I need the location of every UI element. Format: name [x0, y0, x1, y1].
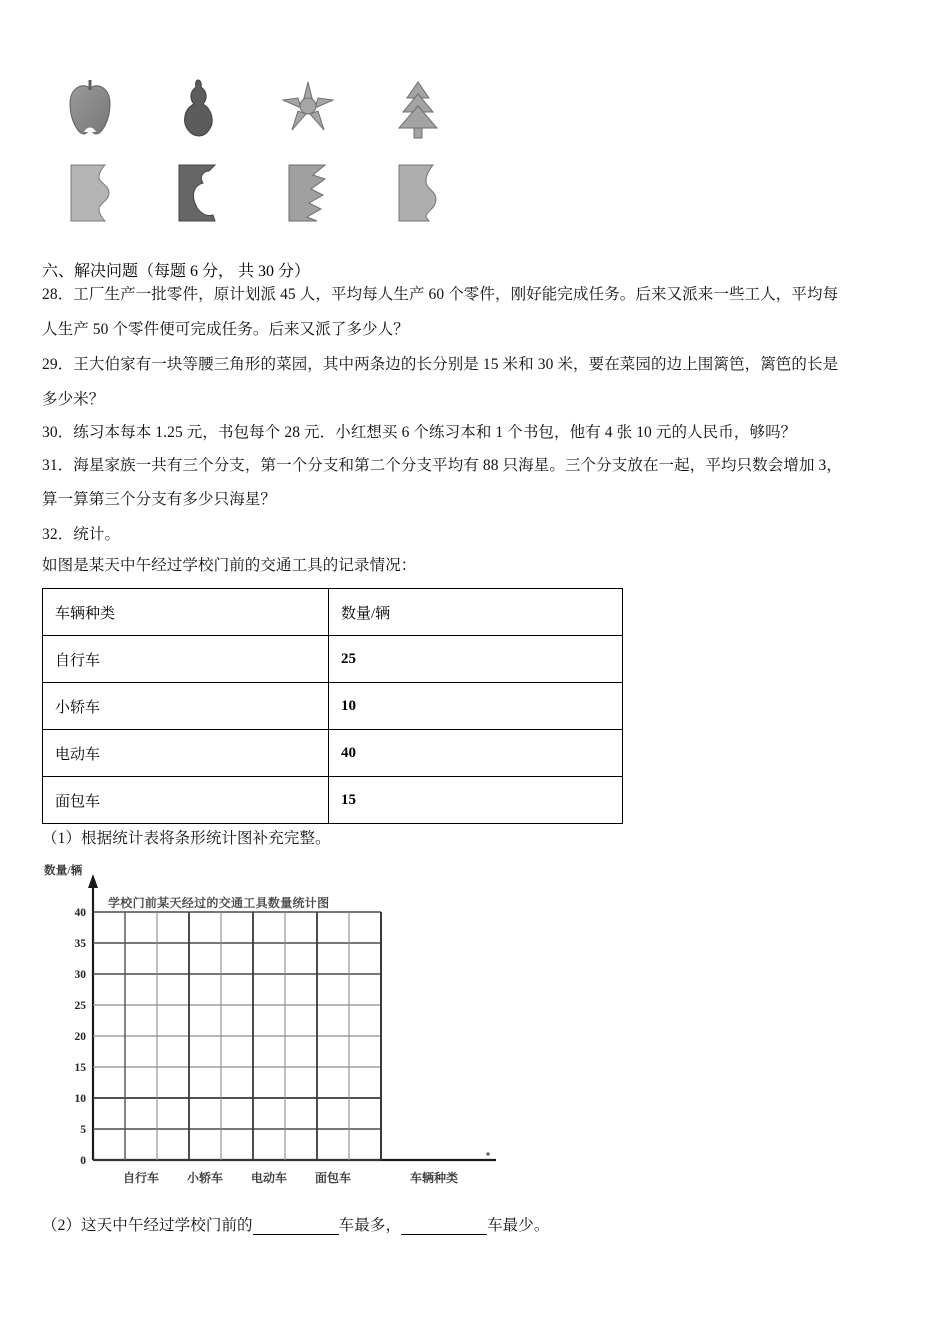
shape-row-whole — [45, 78, 465, 150]
table-cell-vehicle-type: 电动车 — [43, 730, 329, 777]
vehicle-count-table — [42, 588, 623, 824]
x-cat-2: 电动车 — [250, 1171, 288, 1185]
answer-blank-least[interactable] — [401, 1218, 487, 1235]
shape-figure-group — [45, 78, 465, 238]
table-row — [43, 777, 623, 824]
question-31-line-1: 31．海星家族一共有三个分支，第一个分支和第二个分支平均有 88 只海星。三个分支放在一起，平均只数会增加 3， — [42, 457, 842, 474]
flower-shape-icon — [273, 78, 343, 150]
sub2-text-b: 车最多， — [338, 1217, 402, 1234]
chart-y-tick-labels — [75, 907, 87, 1167]
sub2-text-c: 车最少。 — [487, 1217, 550, 1234]
table-cell-count: 25 — [329, 636, 623, 683]
tree-half-cutout-icon — [383, 163, 453, 235]
question-28-line-1: 28．工厂生产一批零件，原计划派 45 人，平均每人生产 60 个零件，刚好能完成任务。后来又派来一些工人，平均每 — [42, 286, 839, 303]
table-cell-count: 40 — [329, 730, 623, 777]
section-heading: 六、解决问题（每题 6 分， 共 30 分） — [42, 263, 311, 280]
sub-question-2 — [42, 1218, 549, 1235]
question-32-lead-in: 如图是某天中午经过学校门前的交通工具的记录情况： — [42, 557, 417, 574]
x-cat-1: 小轿车 — [186, 1171, 224, 1185]
y-tick-40: 40 — [74, 907, 86, 919]
table-row — [43, 730, 623, 777]
bar-chart-blank-grid — [36, 862, 506, 1202]
pine-tree-shape-icon — [383, 78, 453, 150]
table-cell-vehicle-type: 自行车 — [43, 636, 329, 683]
question-28-line-2: 人生产 50 个零件便可完成任务。后来又派了多少人？ — [42, 321, 409, 338]
table-cell-vehicle-type: 面包车 — [43, 777, 329, 824]
table-cell-count: 10 — [329, 683, 623, 730]
y-axis-arrow — [88, 874, 98, 888]
y-tick-10: 10 — [74, 1093, 86, 1105]
table-cell-count: 15 — [329, 777, 623, 824]
x-axis-arrow-dot — [486, 1152, 489, 1155]
question-30: 30．练习本每本 1.25 元，书包每个 28 元．小红想买 6 个练习本和 1 个书包，他有 4 张 10 元的人民币，够吗？ — [42, 424, 797, 441]
y-tick-25: 25 — [74, 1000, 86, 1012]
chart-y-axis-label: 数量/辆 — [44, 865, 83, 877]
y-tick-0: 0 — [80, 1155, 86, 1167]
chart-title: 学校门前某天经过的交通工具数量统计图 — [108, 896, 330, 910]
flower-half-cutout-icon — [273, 163, 343, 235]
chart-x-axis-label: 车辆种类 — [409, 1171, 459, 1185]
y-tick-15: 15 — [74, 1062, 86, 1074]
table-row — [43, 636, 623, 683]
sub-question-1: （1）根据统计表将条形统计图补充完整。 — [42, 830, 331, 847]
answer-blank-most[interactable] — [253, 1218, 339, 1235]
gourd-half-cutout-icon — [163, 163, 233, 235]
table-header-count: 数量/辆 — [329, 589, 623, 636]
x-cat-3: 面包车 — [314, 1171, 352, 1185]
table-row — [43, 683, 623, 730]
y-tick-5: 5 — [80, 1124, 86, 1136]
question-31-line-2: 算一算第三个分支有多少只海星？ — [42, 491, 277, 508]
gourd-shape-icon — [163, 78, 233, 150]
chart-x-category-labels — [123, 1170, 458, 1185]
sub2-text-a: （2）这天中午经过学校门前的 — [42, 1217, 253, 1234]
question-29-line-1: 29．王大伯家有一块等腰三角形的菜园，其中两条边的长分别是 15 米和 30 米，要在菜园的边上围篱笆，篱笆的长是 — [42, 356, 839, 373]
question-29-line-2: 多少米？ — [42, 391, 105, 408]
y-tick-20: 20 — [74, 1031, 86, 1043]
chart-horizontal-gridlines — [93, 912, 381, 1160]
x-cat-0: 自行车 — [122, 1171, 160, 1185]
apple-half-cutout-icon — [55, 163, 125, 235]
shape-row-half-cutout — [45, 163, 465, 235]
table-cell-vehicle-type: 小轿车 — [43, 683, 329, 730]
apple-shape-icon — [55, 78, 125, 150]
y-tick-35: 35 — [74, 938, 86, 950]
table-header-row — [43, 589, 623, 636]
chart-svg — [36, 862, 506, 1202]
table-header-vehicle-type: 车辆种类 — [43, 589, 329, 636]
y-tick-30: 30 — [74, 969, 86, 981]
question-32: 32．统计。 — [42, 526, 121, 543]
